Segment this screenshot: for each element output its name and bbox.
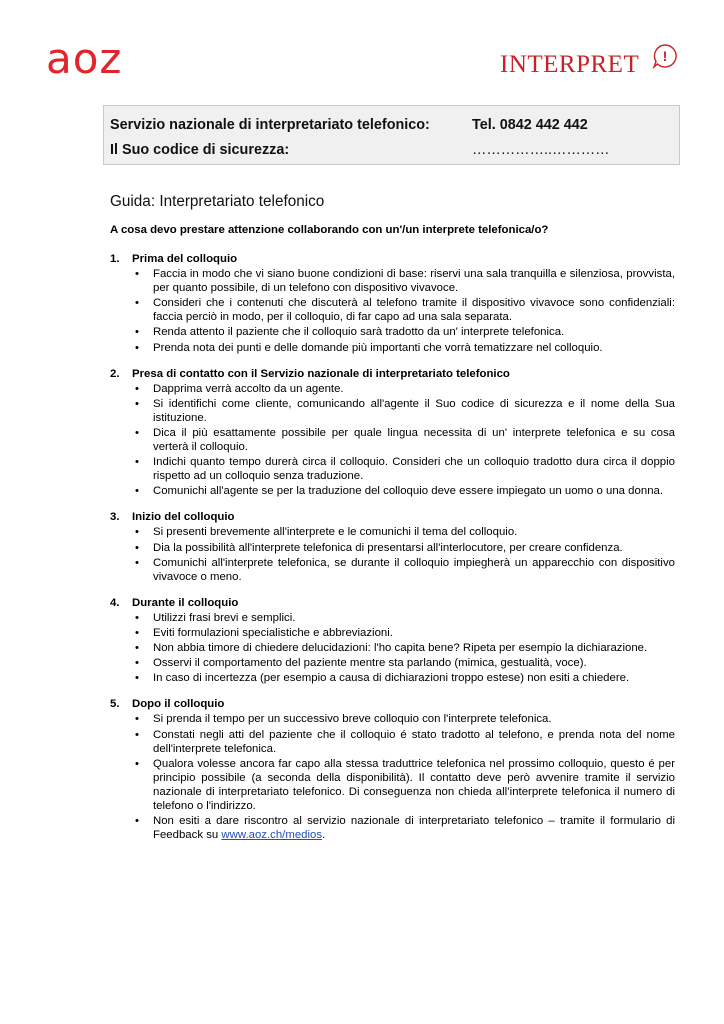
logo-mark-glyph: ! xyxy=(662,48,668,64)
bullet-icon: • xyxy=(135,526,139,539)
list-item: • Renda attento il paziente che il colloquio sarà tradotto da un' interprete telefonica. xyxy=(110,325,675,339)
feedback-link[interactable]: www.aoz.ch/medios xyxy=(221,829,323,841)
section-during xyxy=(110,596,675,686)
bullet-icon: • xyxy=(135,556,139,569)
logo-interpret: INTERPRET xyxy=(500,51,640,78)
bullet-list xyxy=(110,611,675,686)
intro-question: A cosa devo prestare attenzione collaborando con un'/un interprete telefonica/o? xyxy=(110,224,549,236)
list-item: • Utilizzi frasi brevi e semplici. xyxy=(110,611,675,625)
bullet-icon: • xyxy=(135,642,139,655)
bullet-icon: • xyxy=(135,382,139,395)
bullet-icon: • xyxy=(135,626,139,639)
list-item: • Consideri che i contenuti che discuterà al telefono tramite il dispositivo vivavoce sono confidenziali: faccia perciò in modo, per il colloquio, di far capo ad una sala separata. xyxy=(110,296,675,324)
section-title: Dopo il colloquio xyxy=(132,698,225,711)
guide-sections xyxy=(110,252,675,854)
contact-info-box xyxy=(103,105,680,165)
list-item: • Indichi quanto tempo durerà circa il colloquio. Consideri che un colloquio tradotto dura circa il doppio rispetto ad un colloquio senza traduzione. xyxy=(110,455,675,483)
bullet-icon: • xyxy=(135,815,139,827)
section-title: Inizio del colloquio xyxy=(132,511,235,524)
list-item: • Dia la possibilità all'interprete telefonica di presentarsi all'interlocutore, per creare confidenza. xyxy=(110,541,675,555)
section-title: Prima del colloquio xyxy=(132,253,238,265)
logo-aoz: aoz xyxy=(46,34,123,83)
list-item: • Osservi il comportamento del paziente mentre sta parlando (mimica, gestualità, voce). xyxy=(110,656,675,670)
list-item: • Dapprima verrà accolto da un agente. xyxy=(110,382,675,396)
bullet-icon: • xyxy=(135,456,139,469)
section-contact xyxy=(110,367,675,499)
list-item: • Qualora volesse ancora far capo alla stessa traduttrice telefonica nel prossimo colloquio, questo é per principio possibile (a seconda della disponibilità). Il contatto deve però avvenire tramite il servizio nazionale di interpretariato telefonico. Di conseguenza non chieda all’interprete telefonica il numero di telefono o l'indirizzo. xyxy=(110,757,675,813)
section-before-call xyxy=(110,252,675,355)
security-code-blank: ……………..………… xyxy=(472,142,610,158)
section-heading xyxy=(110,596,675,610)
list-item: • Prenda nota dei punti e delle domande più importanti che vorrà tematizzare nel colloquio. xyxy=(110,341,675,355)
section-title: Presa di contatto con il Servizio nazionale di interpretariato telefonico xyxy=(132,367,510,380)
bullet-icon: • xyxy=(135,657,139,670)
security-code-label: Il Suo codice di sicurezza: xyxy=(110,142,290,158)
bullet-icon: • xyxy=(135,757,139,770)
list-item: • Si prenda il tempo per un successivo breve colloquio con l'interprete telefonica. xyxy=(110,712,675,726)
section-number: 5. xyxy=(110,698,120,711)
bullet-icon: • xyxy=(135,672,139,685)
section-number: 2. xyxy=(110,367,120,380)
list-item: • Dica il più esattamente possibile per quale lingua necessita di un' interprete telefonica e su cosa verterà il colloquio. xyxy=(110,426,675,454)
bullet-list xyxy=(110,712,675,842)
bullet-icon: • xyxy=(135,728,139,741)
bullet-list xyxy=(110,267,675,355)
section-heading xyxy=(110,367,675,381)
logo-interpret-mark-icon xyxy=(652,43,678,69)
list-item: • Eviti formulazioni specialistiche e abbreviazioni. xyxy=(110,626,675,640)
bullet-icon: • xyxy=(135,268,139,280)
list-item: • Si identifichi come cliente, comunicando all'agente il Suo codice di sicurezza e il nome della Sua istituzione. xyxy=(110,397,675,425)
section-heading xyxy=(110,697,675,711)
service-label: Servizio nazionale di interpretariato telefonico: xyxy=(110,117,430,133)
section-number: 4. xyxy=(110,596,120,609)
section-title: Durante il colloquio xyxy=(132,596,239,609)
bullet-icon: • xyxy=(135,341,139,354)
section-number: 3. xyxy=(110,511,120,524)
bullet-icon: • xyxy=(135,326,139,339)
section-after xyxy=(110,697,675,842)
page-title: Guida: Interpretariato telefonico xyxy=(110,193,325,210)
bullet-icon: • xyxy=(135,297,139,310)
section-heading xyxy=(110,252,675,266)
list-item: • In caso di incertezza (per esempio a causa di dichiarazioni troppo estese) non esiti a chiedere. xyxy=(110,671,675,685)
list-item: • Non abbia timore di chiedere delucidazioni: l'ho capita bene? Ripeta per esempio la dichiarazione. xyxy=(110,641,675,655)
bullet-icon: • xyxy=(135,397,139,410)
section-number: 1. xyxy=(110,253,120,265)
list-item: • Comunichi all'agente se per la traduzione del colloquio deve essere impiegato un uomo o una donna. xyxy=(110,484,675,498)
bullet-icon: • xyxy=(135,713,139,726)
bullet-list xyxy=(110,382,675,499)
list-item: • Comunichi all'interprete telefonica, se durante il colloquio impiegherà un apparecchio con dispositivo vivavoce o meno. xyxy=(110,556,675,584)
bullet-icon: • xyxy=(135,541,139,554)
bullet-icon: • xyxy=(135,485,139,498)
bullet-icon: • xyxy=(135,611,139,624)
bullet-icon: • xyxy=(135,426,139,439)
list-item: • Non esiti a dare riscontro al servizio nazionale di interpretariato telefonico – tramite il formulario di Feedback su www.aoz.ch/medios. xyxy=(110,814,675,842)
section-heading xyxy=(110,510,675,524)
list-item: • Si presenti brevemente all'interprete e le comunichi il tema del colloquio. xyxy=(110,525,675,539)
section-start xyxy=(110,510,675,583)
bullet-list xyxy=(110,525,675,583)
phone-number: Tel. 0842 442 442 xyxy=(472,117,588,133)
list-item: • Constati negli atti del paziente che il colloquio é stato tradotto al telefono, e prenda nota del nome dell'interprete telefonica. xyxy=(110,728,675,756)
list-item: • Faccia in modo che vi siano buone condizioni di base: riservi una sala tranquilla e silenziosa, provvista, per quanto possibile, di un telefono con dispositivo vivavoce. xyxy=(110,267,675,295)
